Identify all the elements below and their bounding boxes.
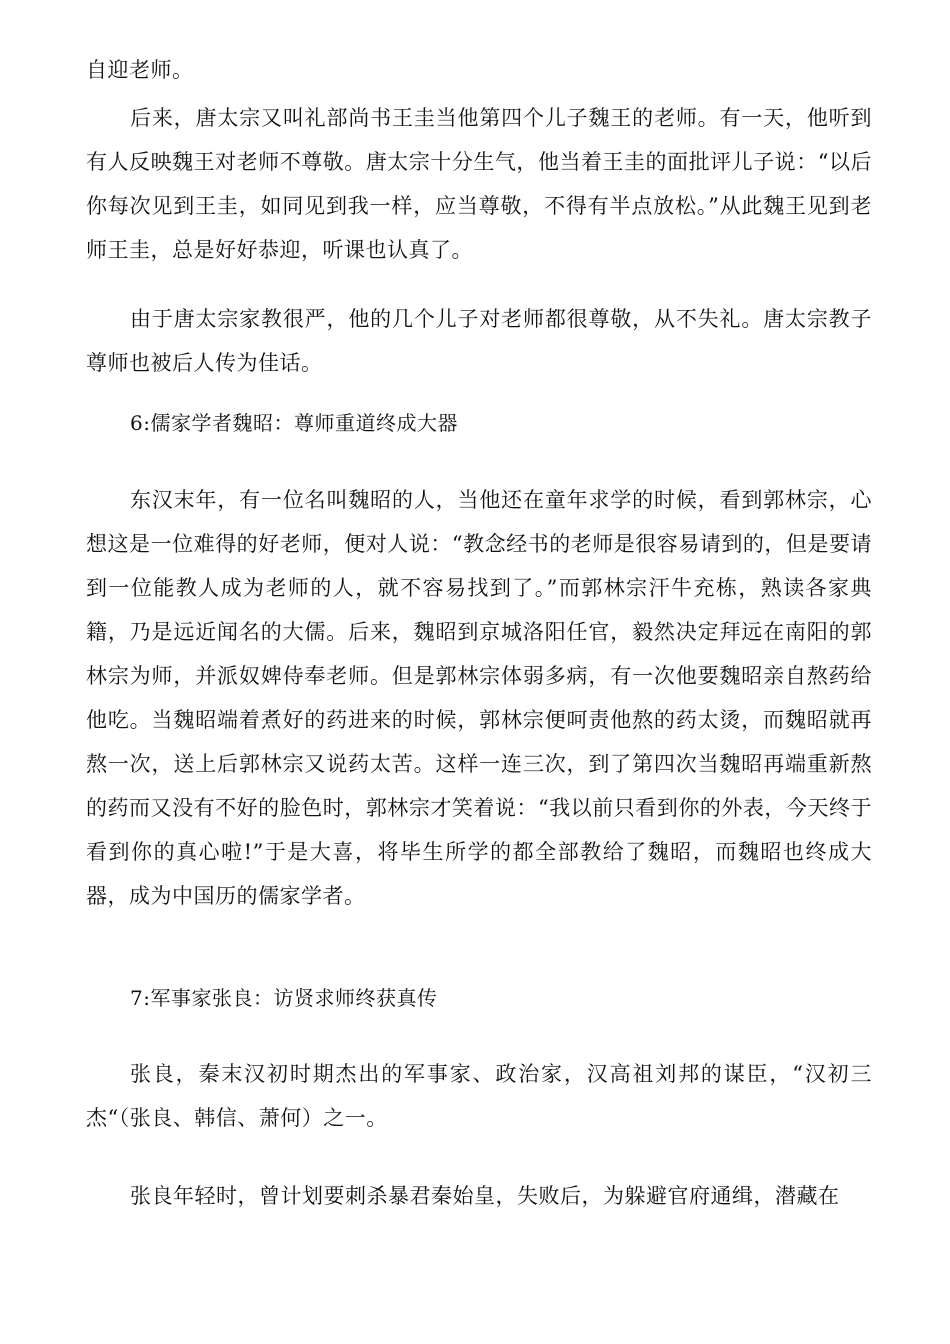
section-heading-7: 7:军事家张良：访贤求师终获真传 [130, 986, 438, 1010]
section-heading-6: 6:儒家学者魏昭：尊师重道终成大器 [130, 411, 458, 435]
paragraph-zhang-liang-youth: 张良年轻时，曾计划要刺杀暴君秦始皇，失败后，为躲避官府通缉，潜藏在 [130, 1184, 840, 1208]
paragraph-wei-wang: 后来，唐太宗又叫礼部尚书王圭当他第四个儿子魏王的老师。有一天，他听到有人反映魏王对老师不尊敬。唐太宗十分生气，他当着王圭的面批评儿子说：“以后你每次见到王圭，如同见到我一样，应当尊敬，不得有半点放松。”从此魏王见到老师王圭，总是好好恭迎，听课也认真了。 [86, 106, 872, 262]
paragraph-wei-zhao: 东汉末年，有一位名叫魏昭的人，当他还在童年求学的时候，看到郭林宗，心想这是一位难得的好老师，便对人说：“教念经书的老师是很容易请到的，但是要请到一位能教人成为老师的人，就不容易找到了。”而郭林宗汗牛充栋，熟读各家典籍，乃是远近闻名的大儒。后来，魏昭到京城洛阳任官，毅然决定拜远在南阳的郭林宗为师，并派奴婢侍奉老师。但是郭林宗体弱多病，有一次他要魏昭亲自熬药给他吃。当魏昭端着煮好的药进来的时候，郭林宗便呵责他熬的药太烫，而魏昭就再熬一次，送上后郭林宗又说药太苦。这样一连三次，到了第四次当魏昭再端重新熬的药而又没有不好的脸色时，郭林宗才笑着说：“我以前只看到你的外表，今天终于看到你的真心啦!”于是大喜，将毕生所学的都全部教给了魏昭，而魏昭也终成大器，成为中国历的儒家学者。 [86, 488, 872, 908]
paragraph-tang-summary: 由于唐太宗家教很严，他的几个儿子对老师都很尊敬，从不失礼。唐太宗教子尊师也被后人传为佳话。 [86, 307, 872, 375]
continuation-text: 自迎老师。 [86, 58, 194, 82]
paragraph-zhang-liang-intro: 张良，秦末汉初时期杰出的军事家、政治家，汉高祖刘邦的谋臣，“汉初三杰“（张良、韩信、萧何）之一。 [86, 1062, 872, 1130]
